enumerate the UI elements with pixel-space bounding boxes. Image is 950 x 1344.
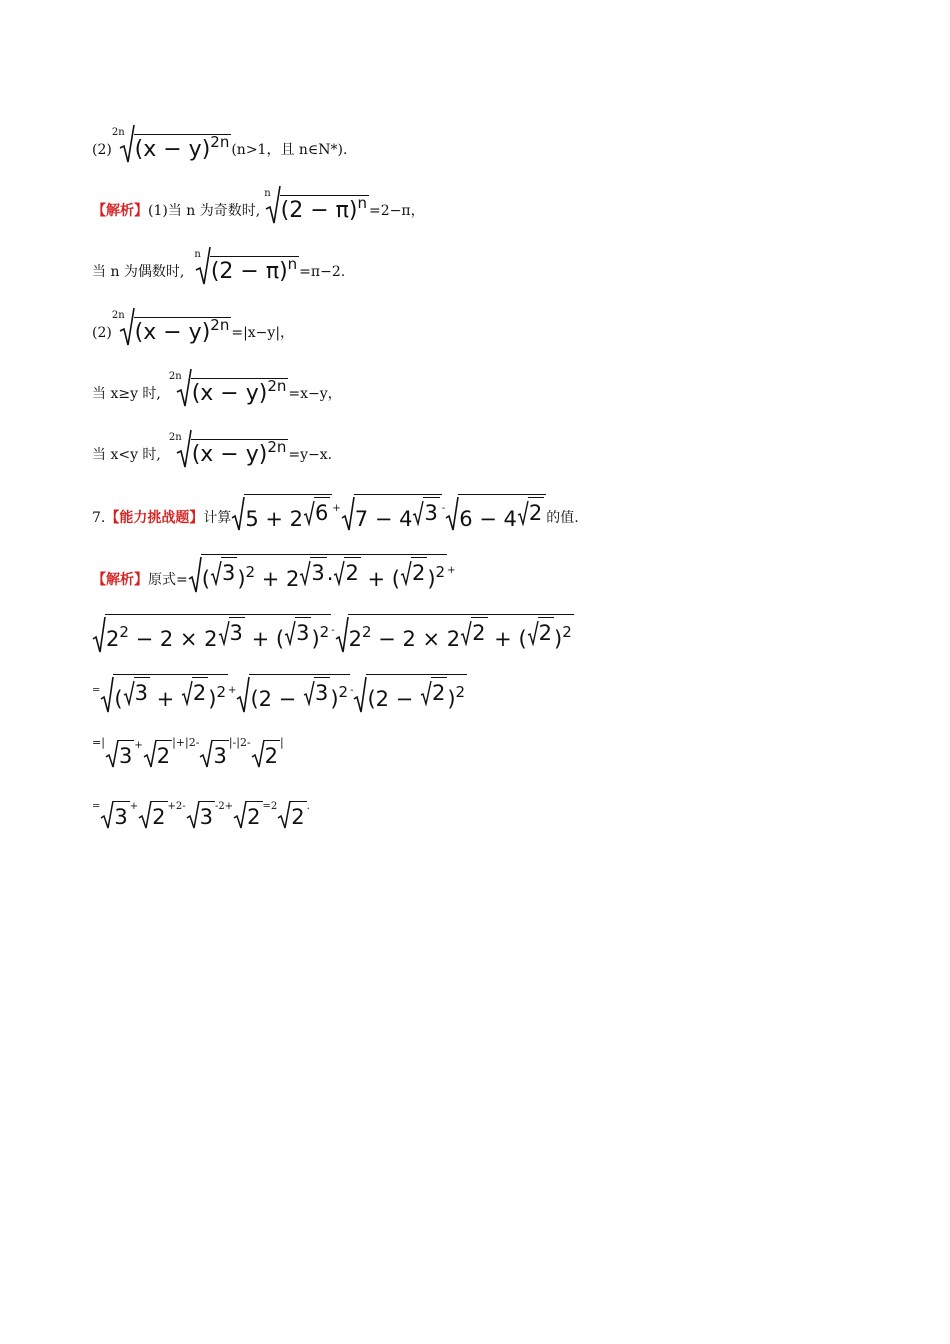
radical: 2: [143, 739, 172, 769]
radical: 3: [199, 739, 228, 769]
radical: $(x - y)^{2n}$: [176, 368, 289, 408]
radical: 6 − 4 2: [445, 494, 546, 532]
radical: 3: [123, 677, 150, 706]
root-index: n: [194, 249, 201, 260]
radical: $(2 - \pi)^n$: [195, 246, 299, 286]
radical: $(x - y)^{2n}$: [119, 307, 232, 347]
line-5: 当 x≥y 时, 2n $(x - y)^{2n}$ =x−y，: [92, 368, 342, 408]
radical: (2 − 3 )$^2$: [236, 674, 350, 714]
radical: 2: [527, 617, 554, 646]
line-8: 【解析】 原式= ( 3 )$^2$ + 2 3 · 2 + ( 2 )$^2$ +: [92, 554, 455, 594]
radical: 2: [333, 557, 360, 586]
radical: 3: [105, 739, 134, 769]
challenge-tag: 【能力挑战题】: [105, 510, 204, 526]
radical: (2 − 2 )$^2$: [353, 674, 467, 714]
radical: 3: [303, 677, 330, 706]
radical: 2: [277, 800, 306, 830]
line-10: = ( 3 + 2 )$^2$ + (2 − 3 )$^2$ - (2 − 2 )$^2$: [92, 674, 467, 714]
radical: 2: [400, 557, 427, 586]
radical: 3: [218, 617, 245, 646]
line-4: (2) 2n $(x - y)^{2n}$ =|x−y|，: [92, 307, 294, 347]
line-1: (2) 2n $(x - y)^{2n}$ (n>1，且 n∈N*).: [92, 124, 347, 164]
radical: ( 3 )$^2$ + 2 3 · 2 + ( 2 )$^2$: [188, 554, 447, 594]
radical: 5 + 2 6: [231, 494, 332, 532]
radical: 2: [460, 617, 487, 646]
radical: 2: [181, 677, 208, 706]
line-9: $2^2 - 2 \times 2$ 3 + ( 3 )$^2$ - $2^2 - 2 \times 2$ 2 + ( 2 )$^2$: [92, 614, 574, 654]
radical: 2: [251, 739, 280, 769]
radical: $2^2 - 2 \times 2$ 3 + ( 3 )$^2$: [92, 614, 331, 654]
radical: 2: [233, 800, 262, 830]
radical: $(2 - \pi)^n$: [265, 185, 369, 225]
analysis-tag: 【解析】: [92, 203, 148, 219]
radical: ( 3 + 2 )$^2$: [100, 674, 228, 714]
problem-number: 7.: [92, 510, 106, 526]
radical: 3: [412, 497, 439, 526]
radical: 3: [100, 800, 129, 830]
root-index: n: [264, 188, 271, 199]
radical: 2: [138, 800, 167, 830]
line-6: 当 x<y 时, 2n $(x - y)^{2n}$ =y−x.: [92, 429, 332, 469]
radical: $(x - y)^{2n}$: [176, 429, 289, 469]
radical: 2: [517, 497, 544, 526]
radical: 3: [186, 800, 215, 830]
root-index: 2n: [111, 310, 125, 321]
analysis-tag: 【解析】: [92, 572, 148, 588]
radical: 7 − 4 3: [341, 494, 442, 532]
radical: 3: [210, 557, 237, 586]
line-2: 【解析】 (1)当 n 为奇数时, n $(2 - \pi)^n$ =2−π，: [92, 185, 425, 225]
radical: 3: [299, 557, 326, 586]
line-12: = 3 + 2 +2- 3 -2+ 2 =2 2 .: [92, 801, 310, 829]
line-7-problem: 7. 【能力挑战题】 计算 5 + 2 6 + 7 − 4 3 - 6 − 4 2 的值.: [92, 494, 579, 532]
radical: 3: [284, 617, 311, 646]
root-index: 2n: [111, 127, 125, 138]
radical: $(x - y)^{2n}$: [119, 124, 232, 164]
root-index: 2n: [168, 432, 182, 443]
radical: $2^2 - 2 \times 2$ 2 + ( 2 )$^2$: [335, 614, 574, 654]
line-3: 当 n 为偶数时, n $(2 - \pi)^n$ =π−2.: [92, 246, 345, 286]
root-index: 2n: [168, 371, 182, 382]
line-11: =| 3 + 2 |+|2- 3 |-|2- 2 |: [92, 736, 284, 768]
radical: 6: [303, 497, 330, 526]
radical: 2: [420, 677, 447, 706]
